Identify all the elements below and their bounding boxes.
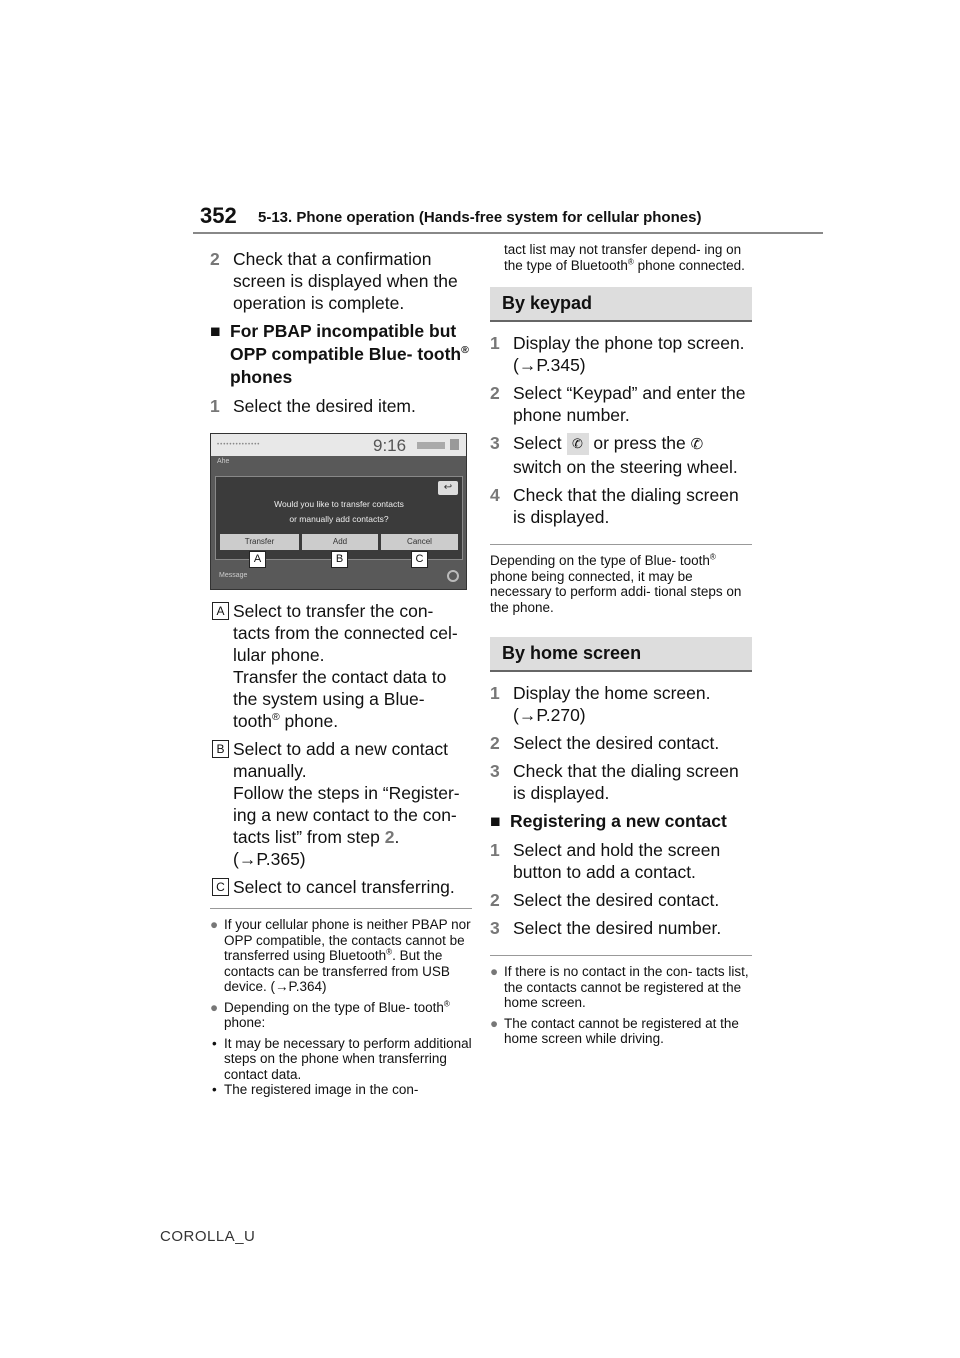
header-rule (193, 232, 823, 234)
search-icon (447, 570, 459, 582)
divider (490, 544, 752, 545)
keypad-step-2: 2 Select “Keypad” and enter the phone number. (490, 383, 746, 425)
divider (490, 955, 752, 956)
register-step-3: 3 Select the desired number. (490, 918, 722, 938)
sub-note-steps: • It may be necessary to perform additional steps on the phone when transferring contact data. (212, 1035, 472, 1082)
callout-c: C (411, 551, 428, 568)
notes-left (210, 917, 472, 1098)
battery-icon (450, 439, 459, 450)
footer-model: COROLLA_U (160, 1228, 256, 1245)
screen-menu-top: Ahe (217, 458, 230, 465)
note-incompatible: ● If your cellular phone is neither PBAP nor OPP compatible, the contacts cannot be transferred using Bluetooth®. But the contacts can be transferred from USB device. (→P.364) (210, 917, 471, 994)
keypad-step-3: 3 Select ✆ or press the ✆ switch on the steering wheel. (490, 433, 738, 477)
add-button[interactable]: Add (302, 534, 378, 550)
signal-icon (417, 442, 445, 449)
dialog-question-1: Would you like to transfer contacts (274, 499, 404, 509)
section-by-home-screen: By home screen (490, 637, 752, 672)
section-by-keypad: By keypad (490, 287, 752, 322)
item-a-transfer: A Select to transfer the con- tacts from the connected cel- lular phone. Transfer the contact data to the system using a Blue- tooth® phone. (210, 600, 472, 732)
dialog-box (215, 476, 463, 560)
transfer-dialog-screenshot (210, 433, 467, 590)
home-step-2: 2 Select the desired contact. (490, 733, 720, 753)
keypad-step-4: 4 Check that the dialing screen is displayed. (490, 485, 739, 527)
heading-registering: ■ Registering a new contact (490, 811, 727, 831)
notes-right (490, 964, 752, 1047)
sub-note-image: • The registered image in the con- (212, 1082, 419, 1097)
heading-pbap-opp: ■ For PBAP incompatible but OPP compatible Blue- tooth® phones (210, 321, 469, 387)
back-icon[interactable]: ↩ (438, 481, 458, 495)
page-number: 352 (200, 203, 237, 228)
phone-icon: ✆ (567, 433, 589, 455)
callout-a: A (249, 551, 266, 568)
register-step-1: 1 Select and hold the screen button to add a contact. (490, 840, 721, 882)
item-c-cancel: C Select to cancel transferring. (210, 876, 472, 898)
home-step-1: 1 Display the home screen. (→P.270) (490, 683, 711, 725)
divider (210, 908, 472, 909)
note-no-contact: ● If there is no contact in the con- tacts list, the contacts cannot be registered at the home screen. (490, 964, 749, 1010)
screen-menu-bottom: Message (219, 572, 248, 579)
chapter-title: 5-13. Phone operation (Hands-free system for cellular phones) (258, 209, 702, 226)
cancel-button[interactable]: Cancel (381, 534, 458, 550)
step-check-confirmation: 2 Check that a confirmation screen is displayed when the operation is complete. (210, 249, 458, 313)
note-bluetooth-steps: Depending on the type of Blue- tooth® phone being connected, it may be necessary to perform addi- tional steps on the phone. (490, 552, 742, 615)
callout-b: B (331, 551, 348, 568)
home-step-3: 3 Check that the dialing screen is displayed. (490, 761, 739, 803)
left-column (210, 242, 472, 1098)
screen-clock: 9:16 (373, 436, 407, 455)
screen-status-bar: •••••••••••••• 9:16 (211, 434, 466, 456)
keypad-step-1: 1 Display the phone top screen. (→P.345) (490, 333, 745, 375)
right-column (490, 242, 752, 1052)
item-b-add: B Select to add a new contact manually. Follow the steps in “Register- ing a new contact to the con- tacts list” from step 2. (→P.365) (210, 738, 472, 870)
phone-switch-icon: ✆ (690, 436, 704, 453)
note-while-driving: ● The contact cannot be registered at the home screen while driving. (490, 1015, 739, 1046)
register-step-2: 2 Select the desired contact. (490, 890, 720, 910)
dialog-question-2: or manually add contacts? (289, 514, 389, 524)
note-continued: tact list may not transfer depend- ing on the type of Bluetooth® phone connected. (504, 242, 745, 273)
note-phone-type: ● Depending on the type of Blue- tooth® phone: (210, 999, 450, 1030)
step-select-item: 1 Select the desired item. (210, 396, 416, 416)
transfer-button[interactable]: Transfer (220, 534, 299, 550)
